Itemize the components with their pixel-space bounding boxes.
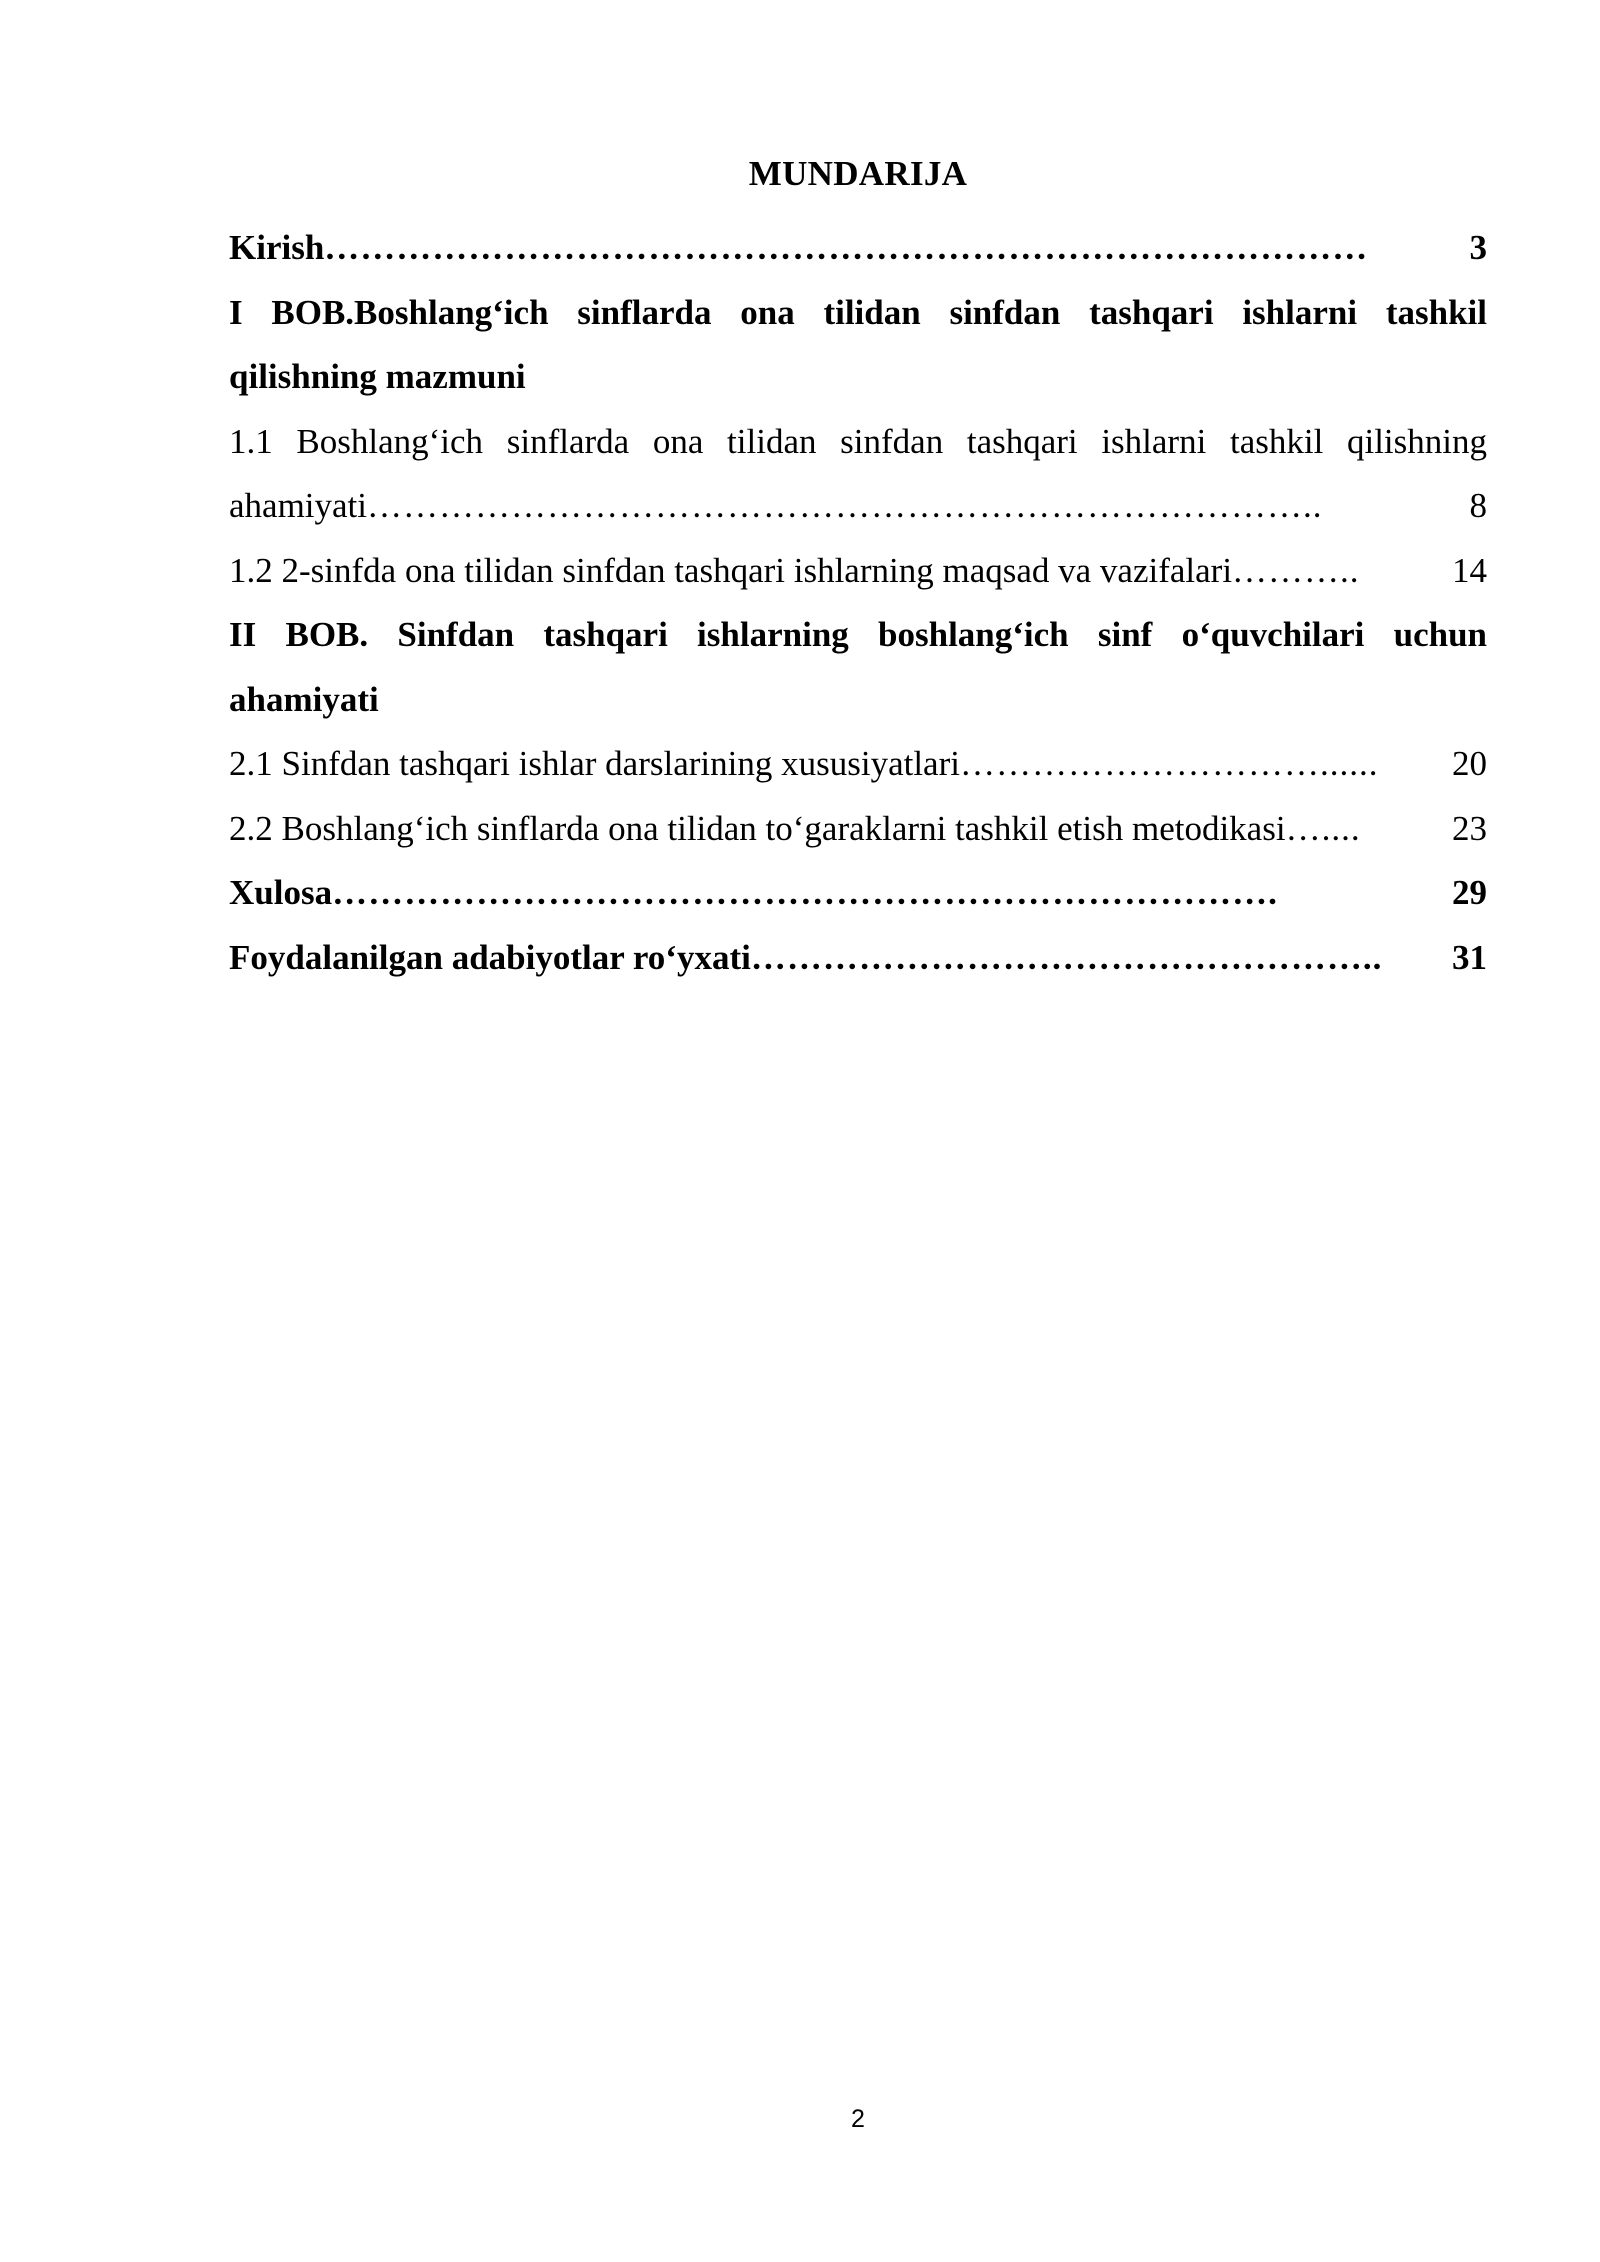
toc-entry-label: 1.2 2-sinfda ona tilidan sinfdan tashqari ishlarning maqsad va vazifalari <box>229 550 1233 590</box>
toc-leader-dots: …………………………...... <box>959 744 1379 783</box>
toc-page-number: 14 <box>1452 550 1487 590</box>
toc-leader-dots: ……….. <box>1232 550 1360 590</box>
toc-leader-dots: …………………………………………………………………….. <box>367 486 1323 525</box>
table-of-contents <box>229 216 1487 990</box>
toc-entry-label: ahamiyati <box>229 486 368 525</box>
toc-leader-dots: …………………………………………….. <box>750 937 1383 977</box>
toc-section-2-2 <box>229 797 1487 862</box>
toc-entry-adabiyotlar <box>229 926 1487 991</box>
toc-section-1-1-line-2 <box>229 474 1487 539</box>
toc-chapter-2-line-1: II BOB. Sinfdan tashqari ishlarning boshlang‘ich sinf o‘quvchilari uchun <box>229 615 1487 654</box>
toc-entry-label: Kirish <box>229 228 325 267</box>
toc-page-number: 3 <box>1469 228 1487 267</box>
toc-entry-label: 2.2 Boshlang‘ich sinflarda ona tilidan to‘garaklarni tashkil etish metodikasi <box>229 808 1286 848</box>
toc-section-2-1 <box>229 732 1487 797</box>
toc-page-number: 31 <box>1452 937 1487 977</box>
toc-chapter-1-line-2: qilishning mazmuni <box>229 357 526 396</box>
toc-page-number: 29 <box>1452 873 1487 912</box>
toc-section-1-1-line-1: 1.1 Boshlang‘ich sinflarda ona tilidan sinfdan tashqari ishlarni tashkil qilishning <box>229 421 1487 461</box>
toc-section-1-2 <box>229 539 1487 604</box>
toc-entry-label: Xulosa <box>229 873 333 912</box>
toc-entry-label: Foydalanilgan adabiyotlar ro‘yxati <box>229 937 751 977</box>
toc-page-number: 23 <box>1452 808 1487 848</box>
toc-chapter-2-line-2: ahamiyati <box>229 679 379 719</box>
toc-page-number: 8 <box>1469 486 1487 525</box>
toc-page-number: 20 <box>1452 744 1487 783</box>
toc-leader-dots: ……………………………………………………………………. <box>332 873 1278 912</box>
toc-entry-label: 2.1 Sinfdan tashqari ishlar darslarining xususiyatlari <box>229 744 960 783</box>
toc-leader-dots: ….... <box>1285 808 1361 848</box>
toc-leader-dots: …………………………………………………………………………… <box>324 228 1369 267</box>
toc-entry-kirish <box>229 216 1487 281</box>
page-title: MUNDARIJA <box>748 154 968 193</box>
toc-chapter-1-line-1: I BOB.Boshlang‘ich sinflarda ona tilidan sinfdan tashqari ishlarni tashkil <box>229 292 1487 332</box>
page-number: 2 <box>851 2105 865 2133</box>
toc-entry-xulosa <box>229 861 1487 926</box>
